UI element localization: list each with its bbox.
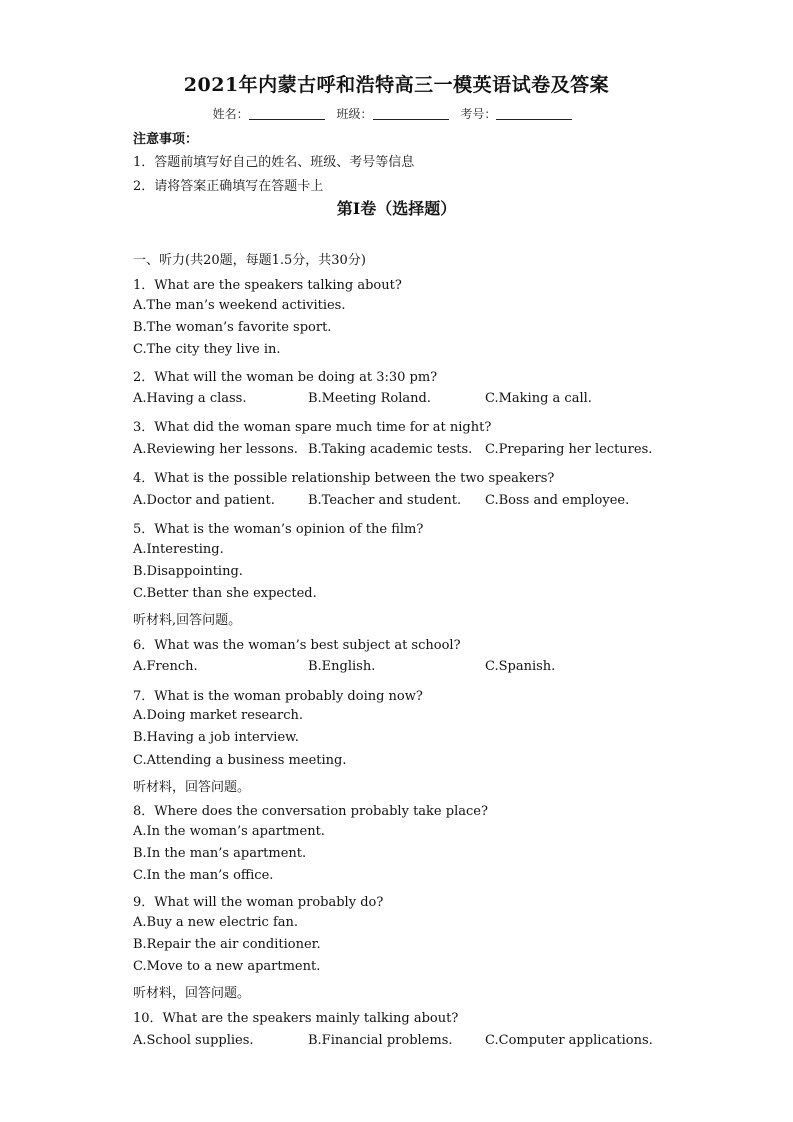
option: B.Meeting Roland. (308, 391, 431, 406)
option: B.Financial problems. (308, 1033, 453, 1048)
exam-number-blank (496, 107, 572, 120)
exam-number-label: 考号： (460, 107, 497, 121)
class-label: 班级： (336, 107, 373, 121)
option: A.Buy a new electric fan. (133, 915, 299, 930)
question-stem: 2．What will the woman be doing at 3:30 pm? (133, 370, 438, 385)
exam-title: 2021年内蒙古呼和浩特高三一模英语试卷及答案 (183, 74, 610, 96)
class-blank (373, 107, 449, 120)
question-stem: 5．What is the woman’s opinion of the film? (133, 522, 424, 537)
listening-instruction: 听材料，回答问题。 (133, 986, 251, 1001)
notice-heading: 注意事项： (133, 132, 199, 147)
option: B.Teacher and student. (308, 493, 462, 508)
option: A.Doctor and patient. (133, 493, 275, 508)
option: B.Disappointing. (133, 564, 243, 579)
option: C.Better than she expected. (133, 586, 317, 601)
notice-item: 2．请将答案正确填写在答题卡上 (133, 179, 324, 194)
option: A.Interesting. (133, 542, 224, 557)
option: C.Computer applications. (485, 1033, 653, 1048)
question-stem: 7．What is the woman probably doing now? (133, 689, 423, 704)
option: B.Having a job interview. (133, 730, 299, 745)
option: C.Preparing her lectures. (485, 442, 653, 457)
option: B.Taking academic tests. (308, 442, 473, 457)
option: C.Move to a new apartment. (133, 959, 321, 974)
question-stem: 3．What did the woman spare much time for at night? (133, 420, 492, 435)
option: C.Boss and employee. (485, 493, 630, 508)
option: B.English. (308, 659, 376, 674)
volume-title: 第I卷（选择题） (336, 199, 457, 218)
question-stem: 9．What will the woman probably do? (133, 895, 384, 910)
option: C.Attending a business meeting. (133, 753, 347, 768)
question-stem: 8．Where does the conversation probably take place? (133, 804, 488, 819)
option: A.Reviewing her lessons. (133, 442, 298, 457)
option: A.Having a class. (133, 391, 247, 406)
notice-item: 1．答题前填写好自己的姓名、班级、考号等信息 (133, 155, 415, 170)
option: B.The woman’s favorite sport. (133, 320, 332, 335)
option: C.In the man’s office. (133, 868, 274, 883)
listening-instruction: 听材料,回答问题。 (133, 613, 242, 628)
name-label: 姓名： (212, 107, 249, 121)
option: C.The city they live in. (133, 342, 281, 357)
question-stem: 10．What are the speakers mainly talking about? (133, 1011, 459, 1026)
question-stem: 6．What was the woman’s best subject at school? (133, 638, 461, 653)
option: C.Making a call. (485, 391, 592, 406)
question-stem: 4．What is the possible relationship between the two speakers? (133, 471, 555, 486)
option: B.Repair the air conditioner. (133, 937, 321, 952)
student-info-row (0, 105, 793, 122)
option: A.School supplies. (133, 1033, 254, 1048)
part-heading: 一、听力(共20题，每题1.5分，共30分) (133, 253, 366, 268)
option: A.The man’s weekend activities. (133, 298, 346, 313)
name-blank (249, 107, 325, 120)
option: A.In the woman’s apartment. (133, 824, 325, 839)
option: C.Spanish. (485, 659, 556, 674)
option: A.French. (133, 659, 198, 674)
question-stem: 1．What are the speakers talking about? (133, 278, 402, 293)
option: A.Doing market research. (133, 708, 303, 723)
listening-instruction: 听材料，回答问题。 (133, 780, 251, 795)
option: B.In the man’s apartment. (133, 846, 307, 861)
